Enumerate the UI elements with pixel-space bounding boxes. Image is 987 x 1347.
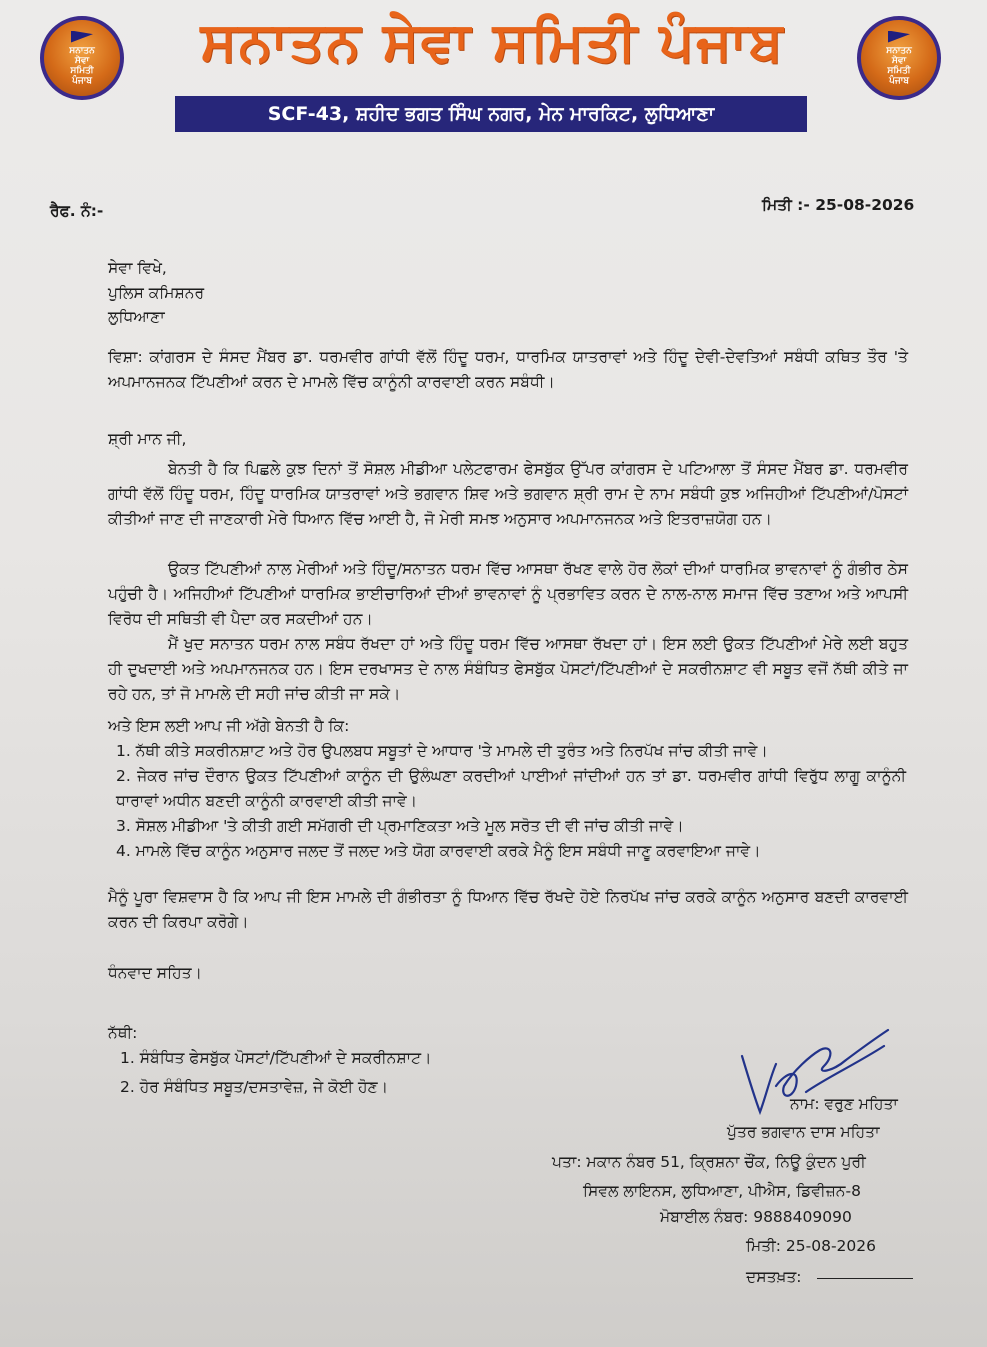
sender-father: ਪੁੱਤਰ ਭਗਵਾਨ ਦਾਸ ਮਹਿਤਾ	[727, 1123, 880, 1141]
attachment-item: 2. ਹੋਰ ਸੰਬੰਧਿਤ ਸਬੂਤ/ਦਸਤਾਵੇਜ਼, ਜੇ ਕੋਈ ਹੋਣ।	[120, 1078, 389, 1096]
salutation: ਸ਼੍ਰੀ ਮਾਨ ਜੀ,	[108, 430, 187, 448]
paragraph-3: ਮੈਂ ਖੁਦ ਸਨਾਤਨ ਧਰਮ ਨਾਲ ਸਬੰਧ ਰੱਖਦਾ ਹਾਂ ਅਤੇ ਹਿੰਦੂ ਧਰਮ ਵਿੱਚ ਆਸਥਾ ਰੱਖਦਾ ਹਾਂ। ਇਸ ਲਈ ਉਕਤ ਟਿੱਪਣੀਆਂ ਮੇਰੇ ਲਈ ਬਹੁਤ ਹੀ ਦੁਖਦਾਈ ਅਤੇ ਅਪਮਾਨਜਨਕ ਹਨ। ਇਸ ਦਰਖਾਸਤ ਦੇ ਨਾਲ ਸੰਬੰਧਿਤ ਫੇਸਬੁੱਕ ਪੋਸਟਾਂ/ਟਿੱਪਣੀਆਂ ਦੇ ਸਕਰੀਨਸ਼ਾਟ ਵੀ ਸਬੂਤ ਵਜੋਂ ਨੱਥੀ ਕੀਤੇ ਜਾ ਰਹੇ ਹਨ, ਤਾਂ ਜੋ ਮਾਮਲੇ ਦੀ ਸਹੀ ਜਾਂਚ ਕੀਤੀ ਜਾ ਸਕੇ।	[108, 635, 908, 703]
signature-label: ਦਸਤਖ਼ਤ:	[746, 1268, 802, 1286]
closing-paragraph: ਮੈਨੂੰ ਪੂਰਾ ਵਿਸ਼ਵਾਸ ਹੈ ਕਿ ਆਪ ਜੀ ਇਸ ਮਾਮਲੇ ਦੀ ਗੰਭੀਰਤਾ ਨੂੰ ਧਿਆਨ ਵਿੱਚ ਰੱਖਦੇ ਹੋਏ ਨਿਰਪੱਖ ਜਾਂਚ ਕਰਕੇ ਕਾਨੂੰਨ ਅਨੁਸਾਰ ਬਣਦੀ ਕਾਰਵਾਈ ਕਰਨ ਦੀ ਕਿਰਪਾ ਕਰੋਗੇ।	[108, 888, 908, 931]
sender-address-2: ਸਿਵਲ ਲਾਇਨਸ, ਲੁਧਿਆਣਾ, ਪੀਐਸ, ਡਿਵੀਜ਼ਨ-8	[583, 1182, 861, 1200]
flag-icon	[888, 31, 910, 43]
org-address: SCF-43, ਸ਼ਹੀਦ ਭਗਤ ਸਿੰਘ ਨਗਰ, ਮੇਨ ਮਾਰਕਿਟ, ਲੁਧਿਆਣਾ	[267, 103, 715, 125]
logo-text: ਸਨਾਤਨ ਸੇਵਾ ਸਮਿਤੀ ਪੰਜਾਬ	[886, 45, 912, 86]
logo-text: ਸਨਾਤਨ ਸੇਵਾ ਸਮਿਤੀ ਪੰਜਾਬ	[69, 45, 95, 86]
recipient-line: ਸੇਵਾ ਵਿਖੇ,	[108, 259, 167, 277]
request-item: 1. ਨੱਥੀ ਕੀਤੇ ਸਕਰੀਨਸ਼ਾਟ ਅਤੇ ਹੋਰ ਉਪਲਬਧ ਸਬੂਤਾਂ ਦੇ ਆਧਾਰ 'ਤੇ ਮਾਮਲੇ ਦੀ ਤੁਰੰਤ ਅਤੇ ਨਿਰਪੱਖ ਜਾਂਚ ਕੀਤੀ ਜਾਵੇ।	[116, 742, 768, 760]
request-item: 4. ਮਾਮਲੇ ਵਿੱਚ ਕਾਨੂੰਨ ਅਨੁਸਾਰ ਜਲਦ ਤੋਂ ਜਲਦ ਅਤੇ ਯੋਗ ਕਾਰਵਾਈ ਕਰਕੇ ਮੈਨੂੰ ਇਸ ਸਬੰਧੀ ਜਾਣੂ ਕਰਵਾਇਆ ਜਾਵੇ।	[116, 842, 761, 860]
flag-icon	[71, 31, 93, 43]
sender-mobile: ਮੋਬਾਈਲ ਨੰਬਰ: 9888409090	[660, 1208, 852, 1226]
recipient-line: ਪੁਲਿਸ ਕਮਿਸ਼ਨਰ	[108, 284, 205, 302]
sender-name: ਨਾਮ: ਵਰੁਣ ਮਹਿਤਾ	[790, 1095, 898, 1113]
org-name: ਸਨਾਤਨ ਸੇਵਾ ਸਮਿਤੀ ਪੰਜਾਬ	[200, 10, 785, 73]
sender-date: ਮਿਤੀ: 25-08-2026	[746, 1237, 877, 1255]
request-item: 2. ਜੇਕਰ ਜਾਂਚ ਦੌਰਾਨ ਉਕਤ ਟਿੱਪਣੀਆਂ ਕਾਨੂੰਨ ਦੀ ਉਲੰਘਣਾ ਕਰਦੀਆਂ ਪਾਈਆਂ ਜਾਂਦੀਆਂ ਹਨ ਤਾਂ ਡਾ. ਧਰਮਵੀਰ ਗਾਂਧੀ ਵਿਰੁੱਧ ਲਾਗੂ ਕਾਨੂੰਨੀ ਧਾਰਾਵਾਂ ਅਧੀਨ ਬਣਦੀ ਕਾਨੂੰਨੀ ਕਾਰਵਾਈ ਕੀਤੀ ਜਾਵੇ।	[116, 767, 906, 810]
sender-address-1: ਪਤਾ: ਮਕਾਨ ਨੰਬਰ 51, ਕ੍ਰਿਸ਼ਨਾ ਚੌਂਕ, ਨਿਊ ਕੁੰਦਨ ਪੁਰੀ	[552, 1153, 866, 1171]
thanks: ਧੰਨਵਾਦ ਸਹਿਤ।	[108, 964, 202, 982]
org-logo-right	[857, 16, 941, 100]
signature-line	[817, 1278, 913, 1279]
request-intro: ਅਤੇ ਇਸ ਲਈ ਆਪ ਜੀ ਅੱਗੇ ਬੇਨਤੀ ਹੈ ਕਿ:	[108, 717, 350, 735]
attachments-label: ਨੱਥੀ:	[108, 1024, 138, 1042]
date-top: ਮਿਤੀ :- 25-08-2026	[762, 196, 915, 214]
paragraph-1: ਬੇਨਤੀ ਹੈ ਕਿ ਪਿਛਲੇ ਕੁਝ ਦਿਨਾਂ ਤੋਂ ਸੋਸ਼ਲ ਮੀਡੀਆ ਪਲੇਟਫਾਰਮ ਫੇਸਬੁੱਕ ਉੱਪਰ ਕਾਂਗਰਸ ਦੇ ਪਟਿਆਲਾ ਤੋਂ ਸੰਸਦ ਮੈਂਬਰ ਡਾ. ਧਰਮਵੀਰ ਗਾਂਧੀ ਵੱਲੋਂ ਹਿੰਦੂ ਧਰਮ, ਹਿੰਦੂ ਧਾਰਮਿਕ ਯਾਤਰਾਵਾਂ ਅਤੇ ਭਗਵਾਨ ਸ਼ਿਵ ਅਤੇ ਭਗਵਾਨ ਸ਼੍ਰੀ ਰਾਮ ਦੇ ਨਾਮ ਸਬੰਧੀ ਕੁਝ ਅਜਿਹੀਆਂ ਟਿੱਪਣੀਆਂ/ਪੋਸਟਾਂ ਕੀਤੀਆਂ ਜਾਣ ਦੀ ਜਾਣਕਾਰੀ ਮੇਰੇ ਧਿਆਨ ਵਿੱਚ ਆਈ ਹੈ, ਜੋ ਮੇਰੀ ਸਮਝ ਅਨੁਸਾਰ ਅਪਮਾਨਜਨਕ ਅਤੇ ਇਤਰਾਜ਼ਯੋਗ ਹਨ।	[108, 460, 908, 528]
subject: ਵਿਸ਼ਾ: ਕਾਂਗਰਸ ਦੇ ਸੰਸਦ ਮੈਂਬਰ ਡਾ. ਧਰਮਵੀਰ ਗਾਂਧੀ ਵੱਲੋਂ ਹਿੰਦੂ ਧਰਮ, ਧਾਰਮਿਕ ਯਾਤਰਾਵਾਂ ਅਤੇ ਹਿੰਦੂ ਦੇਵੀ-ਦੇਵਤਿਆਂ ਸਬੰਧੀ ਕਥਿਤ ਤੌਰ 'ਤੇ ਅਪਮਾਨਜਨਕ ਟਿੱਪਣੀਆਂ ਕਰਨ ਦੇ ਮਾਮਲੇ ਵਿੱਚ ਕਾਨੂੰਨੀ ਕਾਰਵਾਈ ਕਰਨ ਸਬੰਧੀ।	[108, 348, 908, 391]
recipient-line: ਲੁਧਿਆਣਾ	[108, 308, 165, 326]
request-item: 3. ਸੋਸ਼ਲ ਮੀਡੀਆ 'ਤੇ ਕੀਤੀ ਗਈ ਸਮੱਗਰੀ ਦੀ ਪ੍ਰਮਾਣਿਕਤਾ ਅਤੇ ਮੂਲ ਸਰੋਤ ਦੀ ਵੀ ਜਾਂਚ ਕੀਤੀ ਜਾਵੇ।	[116, 817, 684, 835]
ref-number: ਰੈਫ. ਨੰ:-	[50, 202, 104, 220]
org-logo-left	[40, 16, 124, 100]
paragraph-2: ਉਕਤ ਟਿੱਪਣੀਆਂ ਨਾਲ ਮੇਰੀਆਂ ਅਤੇ ਹਿੰਦੂ/ਸਨਾਤਨ ਧਰਮ ਵਿੱਚ ਆਸਥਾ ਰੱਖਣ ਵਾਲੇ ਹੋਰ ਲੋਕਾਂ ਦੀਆਂ ਧਾਰਮਿਕ ਭਾਵਨਾਵਾਂ ਨੂੰ ਗੰਭੀਰ ਠੇਸ ਪਹੁੰਚੀ ਹੈ। ਅਜਿਹੀਆਂ ਟਿੱਪਣੀਆਂ ਧਾਰਮਿਕ ਭਾਈਚਾਰਿਆਂ ਦੀਆਂ ਭਾਵਨਾਵਾਂ ਨੂੰ ਪ੍ਰਭਾਵਿਤ ਕਰਨ ਦੇ ਨਾਲ-ਨਾਲ ਸਮਾਜ ਵਿੱਚ ਤਣਾਅ ਅਤੇ ਆਪਸੀ ਵਿਰੋਧ ਦੀ ਸਥਿਤੀ ਵੀ ਪੈਦਾ ਕਰ ਸਕਦੀਆਂ ਹਨ।	[108, 560, 908, 628]
org-address-band	[175, 96, 807, 132]
attachment-item: 1. ਸੰਬੰਧਿਤ ਫੇਸਬੁੱਕ ਪੋਸਟਾਂ/ਟਿੱਪਣੀਆਂ ਦੇ ਸਕਰੀਨਸ਼ਾਟ।	[120, 1049, 432, 1067]
